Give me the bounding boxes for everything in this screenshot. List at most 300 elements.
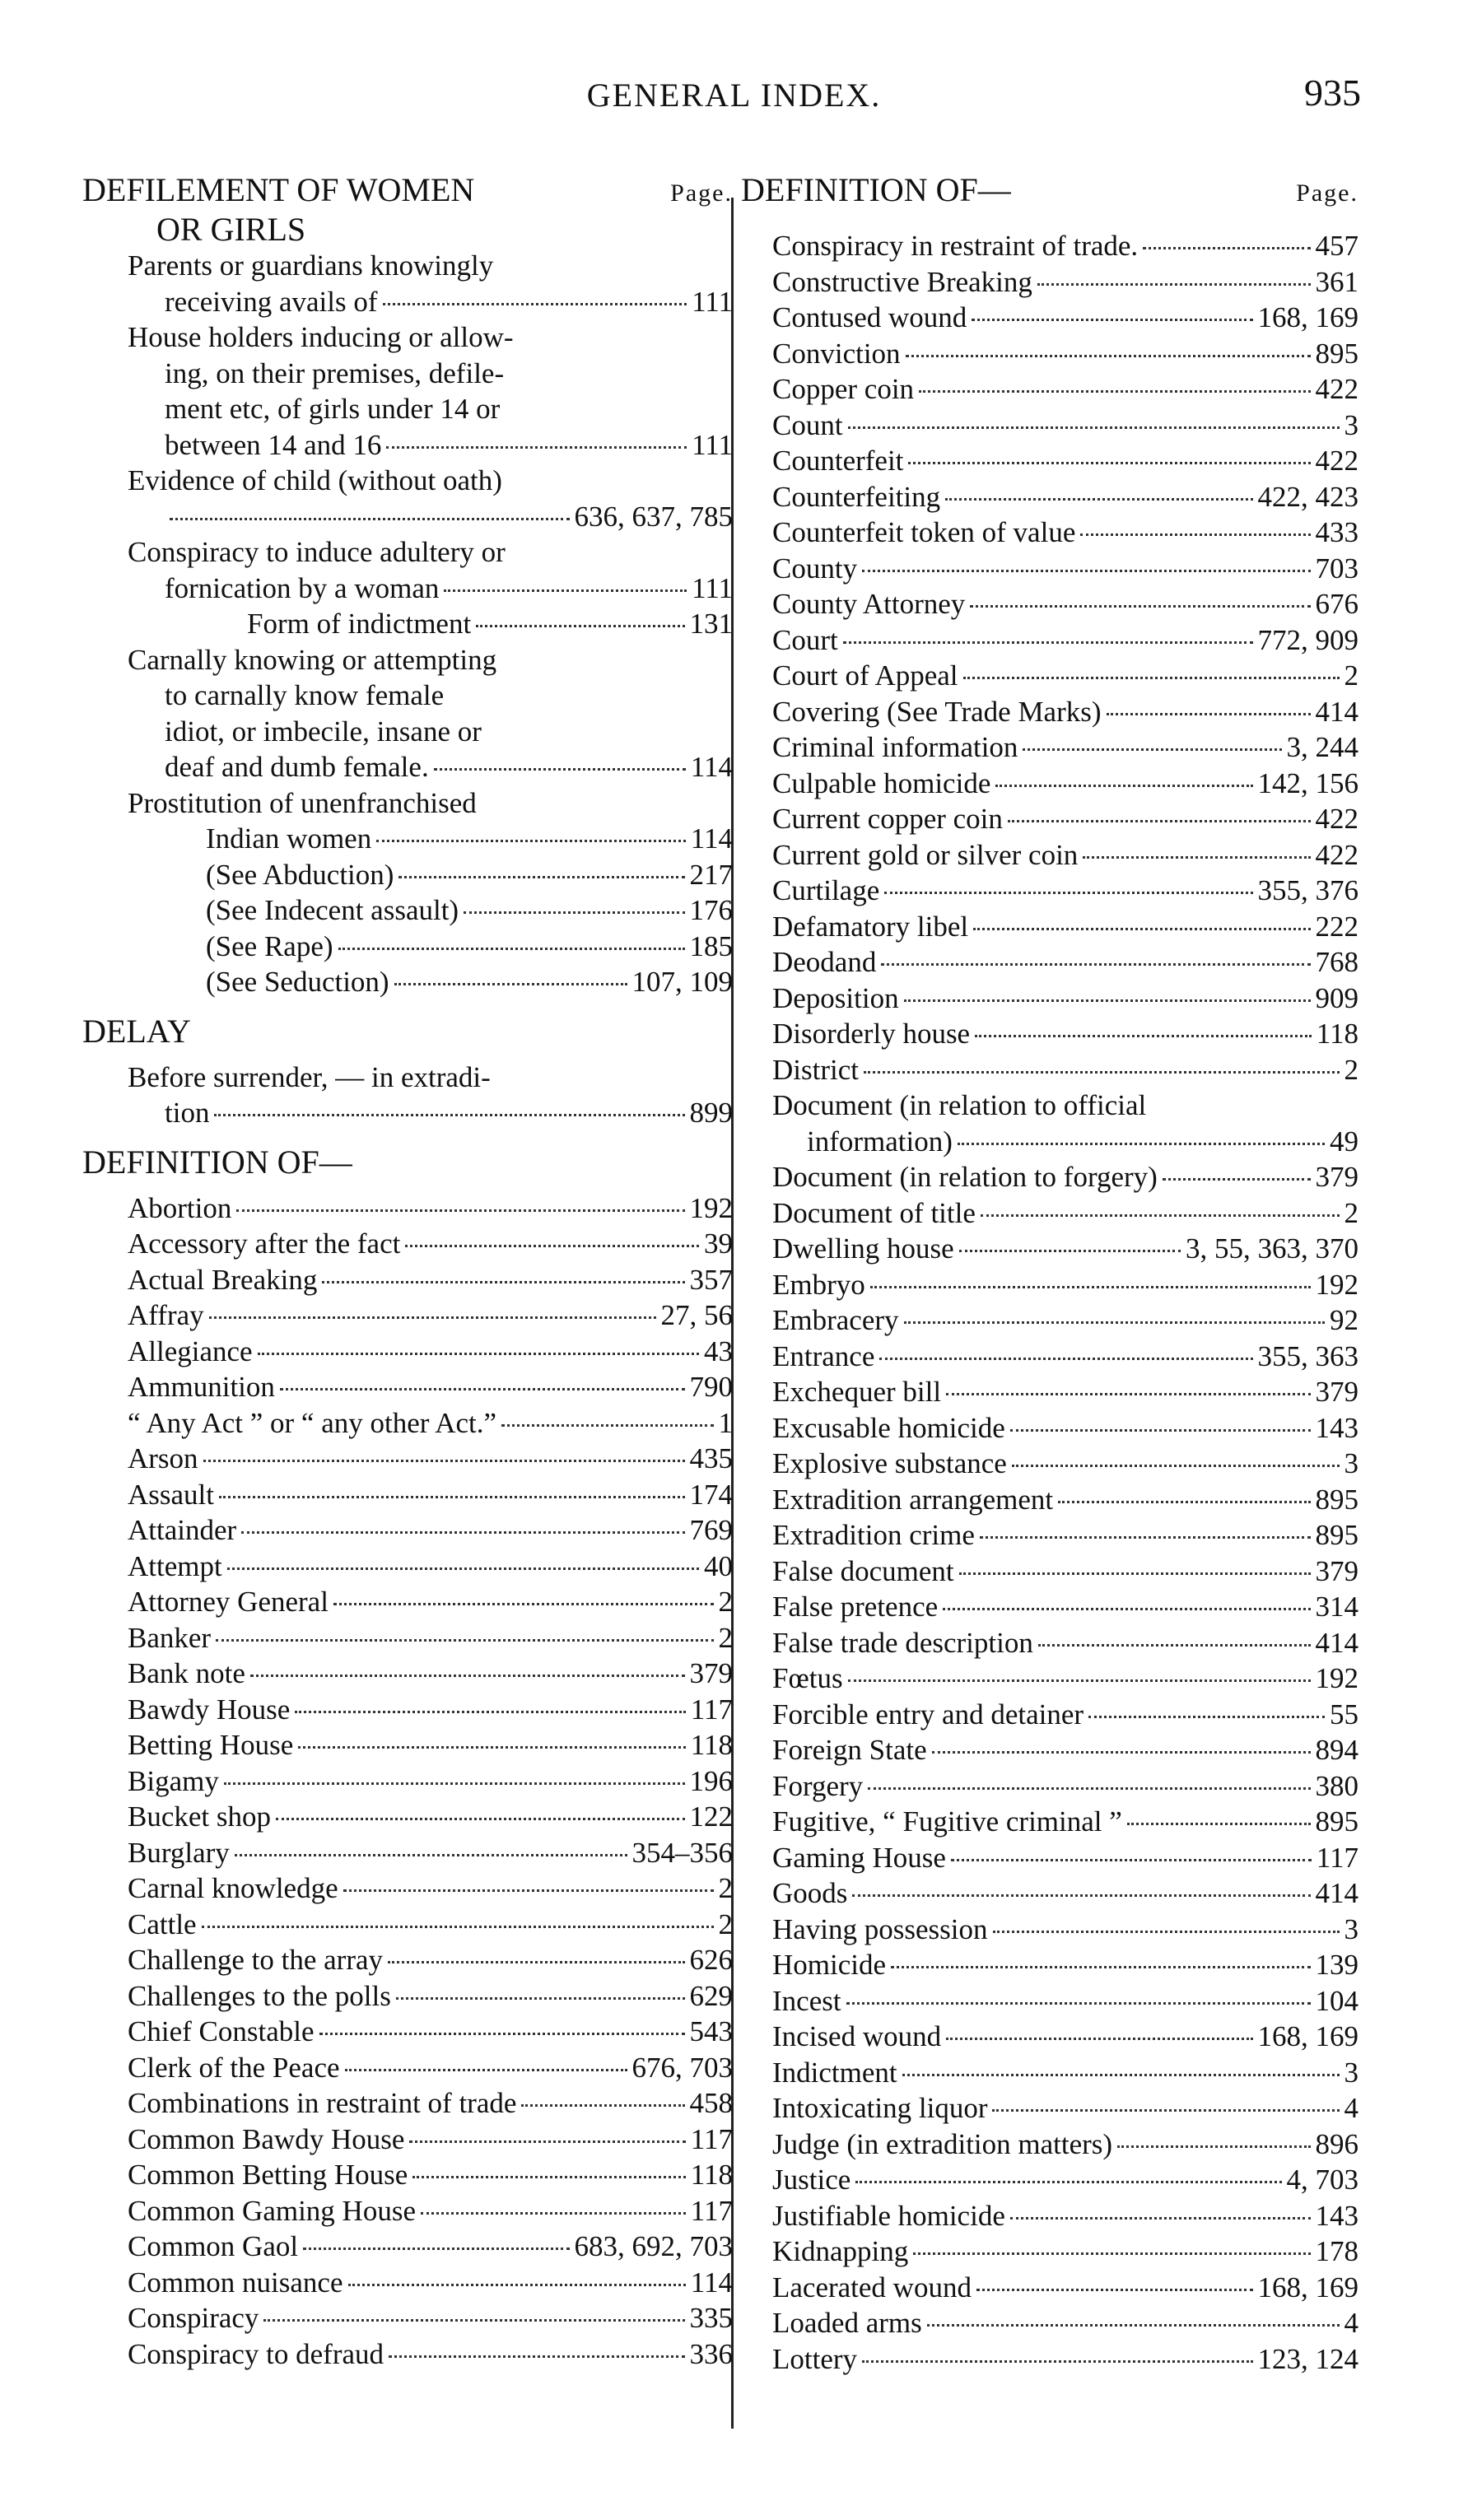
entry-term: Excusable homicide xyxy=(772,1411,1005,1444)
entry-page: 192 xyxy=(1315,1268,1358,1301)
entry-term: Challenge to the array xyxy=(128,1944,384,1976)
entry-term: Chief Constable xyxy=(128,2015,315,2047)
index-line: ing, on their premises, defile- xyxy=(165,356,505,389)
index-entry xyxy=(82,2050,733,2086)
index-entry xyxy=(741,551,1358,587)
index-entry: Form of indictment 131 xyxy=(247,608,733,640)
entry-page: 458 xyxy=(689,2087,733,2119)
index-entry xyxy=(741,694,1358,730)
index-line: Carnally knowing or attempting xyxy=(128,643,497,676)
index-entry xyxy=(741,1912,1358,1948)
entry-page: 192 xyxy=(1315,1662,1358,1694)
entry-page: 1 xyxy=(718,1406,733,1439)
entry-page: 2 xyxy=(718,1586,733,1618)
entry-page: 676, 703 xyxy=(631,2051,733,2084)
index-entry xyxy=(741,2055,1358,2091)
index-entry xyxy=(741,909,1358,945)
entry-term: Deodand xyxy=(772,946,877,978)
index-entry: (See Indecent assault) 176 xyxy=(206,894,733,926)
index-line: ment etc, of girls under 14 or xyxy=(165,393,501,425)
index-entry xyxy=(82,1656,733,1692)
index-entry xyxy=(741,1732,1358,1768)
index-entry xyxy=(741,2198,1358,2234)
index-entry xyxy=(82,1477,733,1513)
entry-page: 2 xyxy=(1344,1053,1358,1086)
entry-page: 772, 909 xyxy=(1257,623,1358,656)
entry-page: 414 xyxy=(1315,1626,1358,1659)
index-entry: (See Abduction) 217 xyxy=(206,858,733,891)
index-entry xyxy=(82,2300,733,2336)
index-entry xyxy=(741,2162,1358,2198)
entry-term: Challenges to the polls xyxy=(128,1979,391,2012)
entry-term: Counterfeit token of value xyxy=(772,516,1076,548)
definition-list-right-2 xyxy=(741,1159,1358,2377)
index-entry xyxy=(741,873,1358,909)
index-entry xyxy=(82,1190,733,1227)
index-entry xyxy=(82,1549,733,1585)
entry-term: Conspiracy in restraint of trade. xyxy=(772,230,1139,262)
entry-term: Incised wound xyxy=(772,2020,942,2052)
index-entry xyxy=(82,2229,733,2265)
entry-page: 379 xyxy=(1315,1161,1358,1193)
entry-term: Court xyxy=(772,623,838,656)
entry-page: 379 xyxy=(1315,1554,1358,1587)
index-line: Prostitution of unenfranchised xyxy=(128,786,477,819)
index-line: Parents or guardians knowingly xyxy=(128,249,494,282)
index-entry xyxy=(741,1947,1358,1983)
entry-page: 355, 363 xyxy=(1257,1339,1358,1372)
entry-page: 355, 376 xyxy=(1257,874,1358,906)
index-entry xyxy=(741,1768,1358,1805)
entry-page: 168, 169 xyxy=(1257,301,1358,333)
entry-term: Justifiable homicide xyxy=(772,2199,1005,2232)
entry-term: Attainder xyxy=(128,1514,237,1546)
entry-term: Incest xyxy=(772,1984,841,2017)
entry-page: 433 xyxy=(1315,516,1358,548)
entry-term: Arson xyxy=(128,1442,198,1474)
entry-term: Actual Breaking xyxy=(128,1263,318,1296)
entry-term: Defamatory libel xyxy=(772,910,969,943)
entry-page: 3 xyxy=(1344,1912,1358,1945)
entry-page: 4 xyxy=(1344,2307,1358,2339)
entry-term: Counterfeiting xyxy=(772,480,941,513)
definition-list-left xyxy=(82,1190,733,2373)
entry-term: Accessory after the fact xyxy=(128,1227,401,1260)
entry-term: Copper coin xyxy=(772,373,915,405)
entry-page: 422 xyxy=(1315,803,1358,835)
index-entry: Indian women 114 xyxy=(206,822,733,855)
entry-term: Forcible entry and detainer xyxy=(772,1698,1084,1730)
entry-term: Conviction xyxy=(772,337,901,370)
index-entry xyxy=(741,408,1358,444)
index-entry xyxy=(82,2193,733,2229)
index-entry xyxy=(741,515,1358,551)
index-entry xyxy=(741,228,1358,264)
entry-page: 104 xyxy=(1315,1984,1358,2017)
entry-term: Foreign State xyxy=(772,1734,927,1766)
entry-term: County Attorney xyxy=(772,588,966,620)
index-entry xyxy=(82,1512,733,1549)
entry-page: 703 xyxy=(1315,552,1358,585)
entry-term: Betting House xyxy=(128,1729,294,1761)
entry-page: 4, 703 xyxy=(1286,2164,1358,2196)
index-entry xyxy=(741,443,1358,479)
entry-page: 336 xyxy=(689,2337,733,2370)
entry-page: 139 xyxy=(1315,1949,1358,1981)
index-entry xyxy=(741,1840,1358,1876)
entry-page: 192 xyxy=(689,1191,733,1224)
entry-page: 3 xyxy=(1344,408,1358,441)
entry-term: Conspiracy to defraud xyxy=(128,2337,384,2370)
index-line: Evidence of child (without oath) xyxy=(128,464,502,496)
entry-term: Having possession xyxy=(772,1912,988,1945)
entry-page: 3, 55, 363, 370 xyxy=(1186,1232,1358,1265)
index-entry xyxy=(82,2122,733,2158)
entry-page: 379 xyxy=(689,1657,733,1689)
entry-page: 626 xyxy=(689,1944,733,1976)
index-entry xyxy=(741,622,1358,659)
entry-page: 168, 169 xyxy=(1257,2020,1358,2052)
index-entry: deaf and dumb female. 114 xyxy=(165,751,733,783)
entry-page: 43 xyxy=(704,1335,733,1367)
index-entry xyxy=(741,1267,1358,1303)
entry-page: 422 xyxy=(1315,445,1358,477)
page-number: 935 xyxy=(1304,72,1361,114)
entry-page: 361 xyxy=(1315,265,1358,298)
entry-page: 895 xyxy=(1315,1519,1358,1551)
index-entry: fornication by a woman 111 xyxy=(165,571,733,604)
entry-page: 3 xyxy=(1344,1447,1358,1479)
entry-page: 3, 244 xyxy=(1286,731,1358,763)
entry-term: Affray xyxy=(128,1299,204,1331)
entry-term: Lacerated wound xyxy=(772,2271,972,2303)
index-entry xyxy=(82,1978,733,2015)
index-entry xyxy=(741,1983,1358,2019)
index-entry: (See Rape) 185 xyxy=(206,929,733,962)
entry-page: 354–356 xyxy=(631,1836,733,1869)
index-entry xyxy=(741,336,1358,372)
index-line: Conspiracy to induce adultery or xyxy=(128,536,506,568)
entry-term: Goods xyxy=(772,1877,848,1909)
index-entry: information) 49 xyxy=(807,1125,1358,1158)
entry-term: Assault xyxy=(128,1478,214,1511)
index-entry xyxy=(82,1835,733,1871)
index-entry: (See Seduction) 107, 109 xyxy=(206,966,733,998)
entry-page: 39 xyxy=(704,1227,733,1260)
definition-list-right xyxy=(741,228,1358,1088)
entry-term: Homicide xyxy=(772,1949,887,1981)
section-heading-delay: DELAY xyxy=(82,1012,191,1050)
index-entry xyxy=(741,1052,1358,1088)
index-entry xyxy=(82,1369,733,1405)
index-entry xyxy=(82,1226,733,1262)
entry-term: Indictment xyxy=(772,2056,897,2089)
entry-page: 117 xyxy=(690,1693,733,1726)
entry-term: Counterfeit xyxy=(772,445,904,477)
page-column-label: Page. xyxy=(670,179,733,207)
entry-term: Exchequer bill xyxy=(772,1376,942,1408)
entry-page: 114 xyxy=(690,2266,733,2299)
left-column xyxy=(82,169,733,2372)
entry-term: False trade description xyxy=(772,1626,1033,1659)
entry-page: 683, 692, 703 xyxy=(574,2230,733,2262)
section-title-continued: OR GIRLS xyxy=(156,211,306,248)
entry-page: 2 xyxy=(1344,1196,1358,1229)
entry-term: Ammunition xyxy=(128,1371,275,1403)
entry-page: 122 xyxy=(689,1800,733,1833)
entry-page: 118 xyxy=(1316,1018,1358,1050)
entry-page: 3 xyxy=(1344,2056,1358,2089)
entry-term: District xyxy=(772,1053,859,1086)
entry-page: 422 xyxy=(1315,373,1358,405)
index-entry xyxy=(741,801,1358,837)
index-entry xyxy=(82,1870,733,1907)
entry-page: 196 xyxy=(689,1764,733,1797)
entry-term: Conspiracy xyxy=(128,2302,259,2334)
index-entry: tion 899 xyxy=(165,1097,733,1129)
index-entry xyxy=(741,1159,1358,1195)
entry-term: Judge (in extradition matters) xyxy=(772,2127,1113,2160)
index-entry xyxy=(741,1410,1358,1446)
entry-term: Bucket shop xyxy=(128,1800,272,1833)
index-entry xyxy=(741,1195,1358,1232)
entry-term: Common Betting House xyxy=(128,2159,408,2191)
index-entry xyxy=(741,1625,1358,1661)
index-line: idiot, or imbecile, insane or xyxy=(165,715,482,748)
index-entry xyxy=(741,1016,1358,1052)
entry-page: 379 xyxy=(1315,1376,1358,1408)
entry-page: 457 xyxy=(1315,230,1358,262)
index-entry: receiving avails of 111 xyxy=(165,285,733,318)
entry-term: Banker xyxy=(128,1621,212,1654)
entry-term: Contused wound xyxy=(772,301,967,333)
entry-term: Intoxicating liquor xyxy=(772,2092,988,2124)
entry-term: Explosive substance xyxy=(772,1447,1007,1479)
entry-page: 118 xyxy=(690,1729,733,1761)
entry-page: 178 xyxy=(1315,2235,1358,2267)
entry-term: Dwelling house xyxy=(772,1232,954,1265)
entry-term: Common Gaol xyxy=(128,2230,299,2262)
index-entry: 636, 637, 785 xyxy=(82,499,733,535)
entry-page: 222 xyxy=(1315,910,1358,943)
entry-term: Current gold or silver coin xyxy=(772,838,1079,871)
entry-page: 142, 156 xyxy=(1257,766,1358,799)
entry-term: Cattle xyxy=(128,1907,197,1940)
entry-term: Gaming House xyxy=(772,1841,946,1874)
entry-term: Bigamy xyxy=(128,1764,219,1797)
entry-term: Fugitive, “ Fugitive criminal ” xyxy=(772,1805,1122,1838)
entry-term: Entrance xyxy=(772,1339,875,1372)
index-entry: between 14 and 16 111 xyxy=(165,428,733,461)
entry-term: False pretence xyxy=(772,1591,939,1623)
index-entry xyxy=(741,729,1358,766)
index-entry xyxy=(741,766,1358,802)
entry-page: 4 xyxy=(1344,2092,1358,2124)
index-entry xyxy=(741,586,1358,622)
index-entry xyxy=(82,1692,733,1728)
index-entry xyxy=(741,2341,1358,2378)
section-title: DEFILEMENT OF WOMEN xyxy=(82,171,475,208)
entry-term: Justice xyxy=(772,2164,851,2196)
entry-term: County xyxy=(772,552,858,585)
entry-page: 629 xyxy=(689,1979,733,2012)
entry-term: Kidnapping xyxy=(772,2235,909,2267)
index-entry xyxy=(82,2014,733,2050)
index-entry xyxy=(82,1799,733,1835)
entry-term: Lottery xyxy=(772,2342,858,2375)
entry-page: 55 xyxy=(1330,1698,1358,1730)
index-entry xyxy=(741,2234,1358,2270)
entry-term: Burglary xyxy=(128,1836,230,1869)
entry-page: 92 xyxy=(1330,1304,1358,1336)
index-line: Before surrender, — in extradi- xyxy=(128,1060,491,1093)
entry-page: 909 xyxy=(1315,981,1358,1014)
index-entry xyxy=(741,1553,1358,1590)
right-column xyxy=(741,169,1358,2377)
entry-term: “ Any Act ” or “ any other Act.” xyxy=(128,1406,497,1439)
index-entry xyxy=(82,2336,733,2373)
entry-term: False document xyxy=(772,1554,954,1587)
entry-page: 2 xyxy=(718,1907,733,1940)
entry-page: 895 xyxy=(1315,1483,1358,1516)
index-entry xyxy=(741,2305,1358,2341)
entry-page: 2 xyxy=(718,1872,733,1904)
entry-page: 414 xyxy=(1315,695,1358,728)
index-entry xyxy=(741,2126,1358,2163)
section-heading-definition: DEFINITION OF— xyxy=(82,1143,352,1181)
entry-page: 769 xyxy=(689,1514,733,1546)
index-entry xyxy=(741,2270,1358,2306)
entry-page: 790 xyxy=(689,1371,733,1403)
index-entry xyxy=(741,1875,1358,1912)
entry-page: 123, 124 xyxy=(1257,2342,1358,2375)
entry-term: Combinations in restraint of trade xyxy=(128,2087,517,2119)
index-entry xyxy=(82,1405,733,1442)
entry-term: Document (in relation to forgery) xyxy=(772,1161,1158,1193)
entry-page: 143 xyxy=(1315,2199,1358,2232)
entry-term: Extradition arrangement xyxy=(772,1483,1054,1516)
entry-page: 895 xyxy=(1315,1805,1358,1838)
entry-term: Abortion xyxy=(128,1191,232,1224)
index-line: Document (in relation to official xyxy=(772,1089,1147,1121)
index-entry xyxy=(741,658,1358,694)
entry-term: Common nuisance xyxy=(128,2266,343,2299)
entry-term: Forgery xyxy=(772,1769,864,1802)
index-entry xyxy=(741,300,1358,336)
entry-page: 40 xyxy=(704,1549,733,1582)
entry-term: Curtilage xyxy=(772,874,880,906)
index-entry xyxy=(741,479,1358,515)
entry-page: 422, 423 xyxy=(1257,480,1358,513)
running-title: GENERAL INDEX. xyxy=(586,77,882,114)
index-entry xyxy=(82,1297,733,1334)
index-entry xyxy=(741,1589,1358,1625)
index-entry xyxy=(741,1339,1358,1375)
index-entry xyxy=(82,1441,733,1477)
entry-term: Disorderly house xyxy=(772,1018,971,1050)
index-entry xyxy=(741,1661,1358,1697)
index-entry xyxy=(82,1620,733,1656)
entry-page: 896 xyxy=(1315,2127,1358,2160)
entry-page: 768 xyxy=(1315,946,1358,978)
index-entry xyxy=(741,837,1358,873)
index-entry xyxy=(741,1302,1358,1339)
entry-term: Clerk of the Peace xyxy=(128,2051,340,2084)
index-line: House holders inducing or allow- xyxy=(128,321,514,353)
index-entry xyxy=(741,1231,1358,1267)
entry-page: 117 xyxy=(690,2194,733,2227)
entry-page: 2 xyxy=(1344,659,1358,692)
entry-page: 435 xyxy=(689,1442,733,1474)
index-entry xyxy=(82,1942,733,1978)
entry-term: Document of title xyxy=(772,1196,976,1229)
entry-term: Common Gaming House xyxy=(128,2194,416,2227)
entry-term: Attorney General xyxy=(128,1586,329,1618)
entry-term: Fœtus xyxy=(772,1662,843,1694)
entry-term: Bank note xyxy=(128,1657,245,1689)
entry-page: 676 xyxy=(1315,588,1358,620)
index-entry xyxy=(82,1727,733,1763)
index-entry xyxy=(741,2090,1358,2126)
index-entry xyxy=(82,1907,733,1943)
entry-page: 422 xyxy=(1315,838,1358,871)
entry-page: 117 xyxy=(1316,1841,1358,1874)
entry-page: 895 xyxy=(1315,337,1358,370)
entry-page: 543 xyxy=(689,2015,733,2047)
entry-page: 143 xyxy=(1315,1411,1358,1444)
index-entry xyxy=(82,2157,733,2193)
entry-page: 168, 169 xyxy=(1257,2271,1358,2303)
page-column-label: Page. xyxy=(1296,179,1358,207)
entry-page: 314 xyxy=(1315,1591,1358,1623)
index-entry xyxy=(82,1763,733,1800)
index-entry xyxy=(82,1584,733,1620)
index-entry xyxy=(82,1334,733,1370)
entry-term: Extradition crime xyxy=(772,1519,975,1551)
entry-term: Covering (See Trade Marks) xyxy=(772,695,1102,728)
entry-term: Count xyxy=(772,408,843,441)
index-entry xyxy=(741,1697,1358,1733)
index-entry xyxy=(82,2085,733,2122)
entry-page: 894 xyxy=(1315,1734,1358,1766)
entry-page: 380 xyxy=(1315,1769,1358,1802)
index-entry xyxy=(741,981,1358,1017)
entry-term: Bawdy House xyxy=(128,1693,291,1726)
index-line: to carnally know female xyxy=(165,679,445,711)
entry-page: 2 xyxy=(718,1621,733,1654)
section-heading-definition-cont: DEFINITION OF— Page. xyxy=(741,172,1358,212)
entry-term: Allegiance xyxy=(128,1335,253,1367)
index-entry xyxy=(741,944,1358,981)
entry-page: 357 xyxy=(689,1263,733,1296)
index-entry xyxy=(741,2019,1358,2055)
entry-page: 118 xyxy=(690,2159,733,2191)
index-entry xyxy=(741,1517,1358,1553)
entry-term: Common Bawdy House xyxy=(128,2122,405,2155)
entry-page: 117 xyxy=(690,2122,733,2155)
index-entry xyxy=(741,1482,1358,1518)
entry-term: Constructive Breaking xyxy=(772,265,1032,298)
index-entry xyxy=(741,1804,1358,1840)
index-entry xyxy=(741,264,1358,300)
entry-term: Criminal information xyxy=(772,731,1018,763)
entry-term: Culpable homicide xyxy=(772,766,991,799)
entry-page: 174 xyxy=(689,1478,733,1511)
entry-term: Deposition xyxy=(772,981,899,1014)
entry-term: Loaded arms xyxy=(772,2307,922,2339)
entry-term: Current copper coin xyxy=(772,803,1003,835)
section-heading-defilement xyxy=(82,172,733,212)
